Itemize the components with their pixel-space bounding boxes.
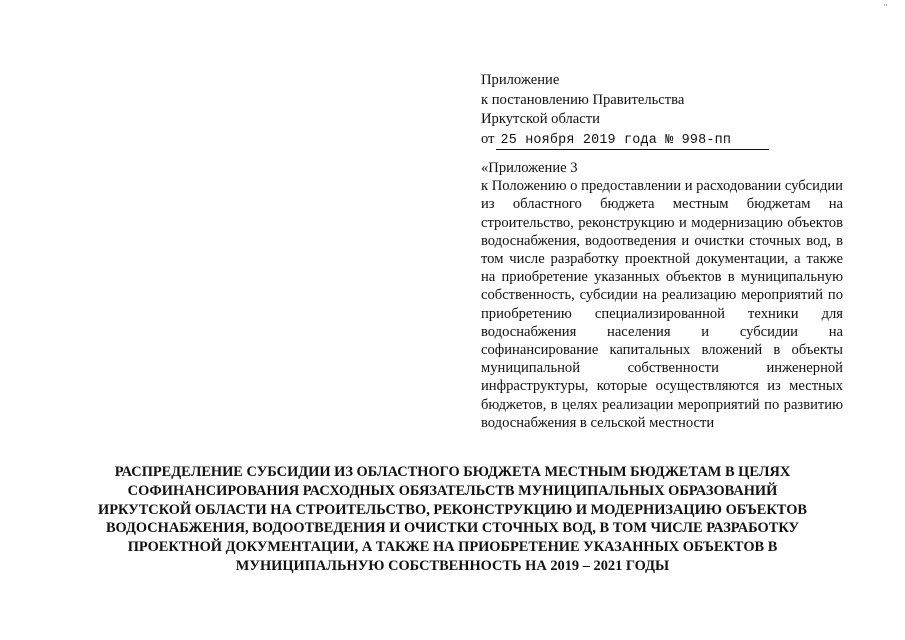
title-line: ПРОЕКТНОЙ ДОКУМЕНТАЦИИ, А ТАКЖЕ НА ПРИОБРЕТЕНИЕ УКАЗАННЫХ ОБЪЕКТОВ В bbox=[127, 539, 778, 556]
header-line-resolution: к постановлению Правительства bbox=[481, 91, 685, 108]
resolution-header bbox=[481, 71, 821, 150]
title-line: ВОДОСНАБЖЕНИЯ, ВОДООТВЕДЕНИЯ И ОЧИСТКИ СТОЧНЫХ ВОД, В ТОМ ЧИСЛЕ РАЗРАБОТКУ bbox=[105, 520, 800, 537]
title-line: МУНИЦИПАЛЬНУЮ СОБСТВЕННОСТЬ НА 2019 – 2021 ГОДЫ bbox=[235, 557, 670, 574]
appendix-text: к Положению о предоставлении и расходовании субсидии из областного бюджета местным бюджетам на строительство, реконструкцию и модернизацию объектов водоснабжения, водоотведения и очистки сточных вод, в том числе разработку проектной документации, а также на приобретение указанных объектов в муниципальную собственность, субсидии на реализацию мероприятий по приобретению специализированной техники для водоснабжения населения и субсидии на софинансирование капитальных вложений в объекты муниципальной собственности инженерной инфраструктуры, которые осуществляются из местных бюджетов, в целях реализации мероприятий по развитию водоснабжения в сельской местности bbox=[481, 178, 843, 431]
title-line: РАСПРЕДЕЛЕНИЕ СУБСИДИИ ИЗ ОБЛАСТНОГО БЮДЖЕТА МЕСТНЫМ БЮДЖЕТАМ В ЦЕЛЯХ bbox=[114, 464, 791, 480]
header-line-region: Иркутской области bbox=[481, 111, 600, 127]
date-prefix: от bbox=[481, 130, 495, 147]
title-line: СОФИНАНСИРОВАНИЯ РАСХОДНЫХ ОБЯЗАТЕЛЬСТВ МУНИЦИПАЛЬНЫХ ОБРАЗОВАНИЙ bbox=[127, 482, 778, 499]
document-title bbox=[84, 463, 821, 576]
title-line: ИРКУТСКОЙ ОБЛАСТИ НА СТРОИТЕЛЬСТВО, РЕКОНСТРУКЦИЮ И МОДЕРНИЗАЦИЮ ОБЪЕКТОВ bbox=[98, 501, 807, 518]
header-date-line bbox=[481, 130, 821, 150]
appendix-reference bbox=[481, 159, 843, 432]
date-number-field: 25 ноября 2019 года № 998-пп bbox=[496, 132, 769, 150]
appendix-title: «Приложение 3 bbox=[481, 160, 578, 176]
header-line-appendix: Приложение bbox=[481, 72, 560, 88]
scan-corner-mark: ¨ bbox=[884, 3, 888, 14]
